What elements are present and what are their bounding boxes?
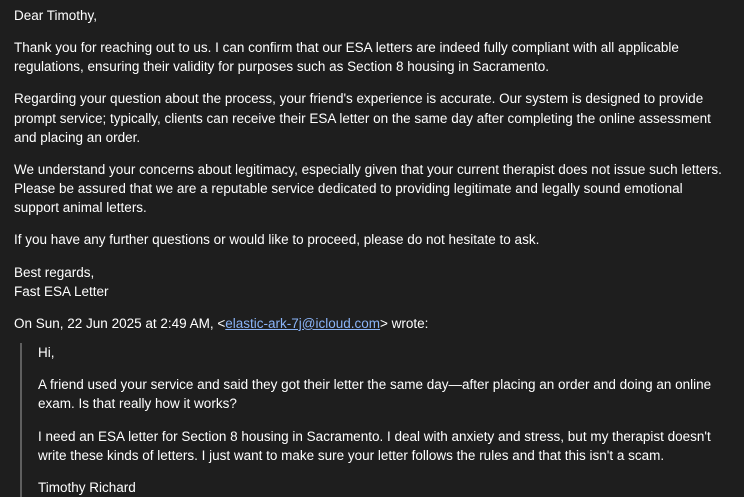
quoted-greeting: Hi, <box>38 345 55 361</box>
paragraph-closing: If you have any further questions or would like to proceed, please do not hesitate to ask. <box>14 232 540 248</box>
sender-email-link[interactable]: elastic-ark-7j@icloud.com <box>225 315 381 331</box>
quote-attribution <box>14 314 730 333</box>
greeting-line: Dear Timothy, <box>14 8 98 23</box>
quoted-paragraph-request: I need an ESA letter for Section 8 housing in Sacramento. I deal with anxiety and stress, but my therapist doesn't write these kinds of letters. I just want to make sure your letter follows the rules and that this isn't a scam. <box>38 428 711 463</box>
signoff-line: Best regards, <box>14 264 95 280</box>
quote-attribution-suffix: > wrote: <box>380 315 429 331</box>
quoted-paragraph-friend: A friend used your service and said they got their letter the same day—after placing an order and doing an online exam. Is that really how it works? <box>38 377 712 412</box>
quoted-message <box>20 343 730 497</box>
quoted-signature: Timothy Richard <box>38 479 136 495</box>
sender-name: Fast ESA Letter <box>14 283 109 299</box>
paragraph-process: Regarding your question about the process, your friend's experience is accurate. Our system is designed to provide prompt service; typically, clients can receive their ESA letter on the same day after completing the online assessment and placing an order. <box>14 91 711 145</box>
paragraph-compliance: Thank you for reaching out to us. I can confirm that our ESA letters are indeed fully compliant with all applicable regulations, ensuring their validity for purposes such as Section 8 housing in Sacramento. <box>14 40 679 75</box>
signature-block <box>14 263 730 301</box>
quote-attribution-prefix: On Sun, 22 Jun 2025 at 2:49 AM, < <box>14 315 226 331</box>
paragraph-legitimacy: We understand your concerns about legitimacy, especially given that your current therapist does not issue such letters. Please be assured that we are a reputable service dedicated to providing legitimate and legally sound emotional support animal letters. <box>14 161 722 216</box>
